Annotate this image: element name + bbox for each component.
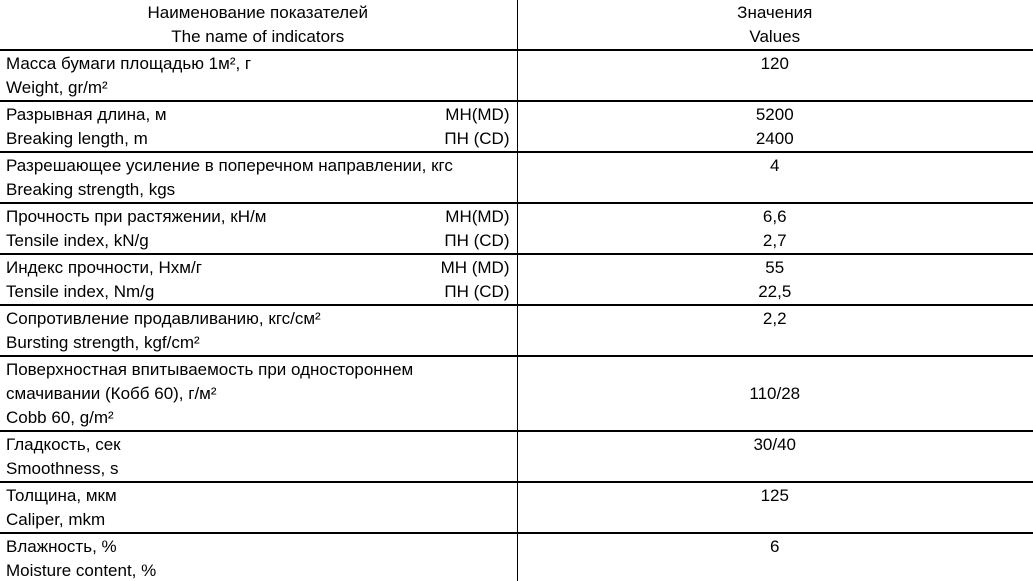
value-cell <box>517 203 1033 254</box>
value-cd: 2400 <box>755 129 794 148</box>
indicator-line-ru <box>6 256 510 280</box>
indicator-name-cell <box>0 254 517 305</box>
row-tensile-index-kn <box>0 203 1033 254</box>
value-cd: 22,5 <box>758 282 792 301</box>
value: 110/28 <box>749 384 801 403</box>
indicator-en: Weight, gr/m² <box>6 78 108 97</box>
indicator-line-ru <box>6 103 510 127</box>
indicator-ru: Разрешающее усиление в поперечном направлении, кгс <box>6 156 453 175</box>
value-cell <box>517 254 1033 305</box>
indicator-name-cell <box>0 152 517 203</box>
indicator-ru: Разрывная длина, м <box>6 105 167 124</box>
value-cell <box>517 533 1033 581</box>
row-breaking-strength <box>0 152 1033 203</box>
indicator-en: Breaking strength, kgs <box>6 180 176 199</box>
indicator-ru: Масса бумаги площадью 1м², г <box>6 54 252 73</box>
row-breaking-length <box>0 101 1033 152</box>
row-moisture <box>0 533 1033 581</box>
direction-label-cd: ПН (CD) <box>444 231 510 250</box>
header-values-en: Values <box>749 27 801 46</box>
direction-label-md: МН(MD) <box>445 207 510 226</box>
indicator-line-en <box>6 229 510 253</box>
indicator-line-en <box>6 280 510 304</box>
value: 30/40 <box>753 435 797 454</box>
value: 120 <box>760 54 789 73</box>
indicator-name-cell <box>0 305 517 356</box>
header-indicators-cell <box>0 0 517 50</box>
indicator-ru: Влажность, % <box>6 537 117 556</box>
value-cd: 2,7 <box>762 231 787 250</box>
value: 2,2 <box>762 309 787 328</box>
indicator-name-cell <box>0 482 517 533</box>
indicator-en: Bursting strength, kgf/cm² <box>6 333 200 352</box>
row-weight <box>0 50 1033 101</box>
value-cell <box>517 356 1033 431</box>
indicator-name-cell <box>0 101 517 152</box>
value-md: 55 <box>765 258 785 277</box>
indicator-en: Smoothness, s <box>6 459 119 478</box>
direction-label-md: МН (MD) <box>440 258 510 277</box>
indicator-ru: Толщина, мкм <box>6 486 117 505</box>
value-md: 5200 <box>755 105 794 124</box>
value-cell <box>517 152 1033 203</box>
value-cell <box>517 431 1033 482</box>
value-cell <box>517 305 1033 356</box>
value: 6 <box>770 537 780 556</box>
indicator-en: Caliper, mkm <box>6 510 106 529</box>
indicator-en: Moisture content, % <box>6 561 157 580</box>
indicator-ru: Сопротивление продавливанию, кгс/см² <box>6 309 321 328</box>
indicator-en: Tensile index, Nm/g <box>6 282 155 301</box>
row-tensile-index-nm <box>0 254 1033 305</box>
indicator-line-ru <box>6 205 510 229</box>
direction-label-cd: ПН (CD) <box>444 282 510 301</box>
indicator-ru: Индекс прочности, Нхм/г <box>6 258 202 277</box>
indicator-name-cell <box>0 203 517 254</box>
indicator-name-cell <box>0 356 517 431</box>
indicator-en: Cobb 60, g/m² <box>6 408 114 427</box>
indicator-name-cell <box>0 50 517 101</box>
indicator-line-en <box>6 127 510 151</box>
indicator-ru: Гладкость, сек <box>6 435 121 454</box>
indicator-ru: Прочность при растяжении, кН/м <box>6 207 267 226</box>
indicator-name-cell <box>0 431 517 482</box>
header-values-ru: Значения <box>737 3 813 22</box>
indicator-ru-line1: Поверхностная впитываемость при одностороннем <box>6 360 414 379</box>
row-cobb-absorbency <box>0 356 1033 431</box>
header-indicators-en: The name of indicators <box>171 27 345 46</box>
indicator-name-cell <box>0 533 517 581</box>
row-smoothness <box>0 431 1033 482</box>
value-cell <box>517 50 1033 101</box>
indicator-en: Tensile index, kN/g <box>6 231 149 250</box>
row-caliper <box>0 482 1033 533</box>
value-md: 6,6 <box>762 207 787 226</box>
header-row <box>0 0 1033 50</box>
value-cell <box>517 482 1033 533</box>
value: 4 <box>770 156 780 175</box>
header-values-cell <box>517 0 1033 50</box>
header-indicators-ru: Наименование показателей <box>147 3 369 22</box>
direction-label-cd: ПН (CD) <box>444 129 510 148</box>
indicator-en: Breaking length, m <box>6 129 148 148</box>
value-cell <box>517 101 1033 152</box>
direction-label-md: МН(MD) <box>445 105 510 124</box>
indicator-ru-line2: смачивании (Кобб 60), г/м² <box>6 384 217 403</box>
row-bursting-strength <box>0 305 1033 356</box>
value: 125 <box>760 486 789 505</box>
